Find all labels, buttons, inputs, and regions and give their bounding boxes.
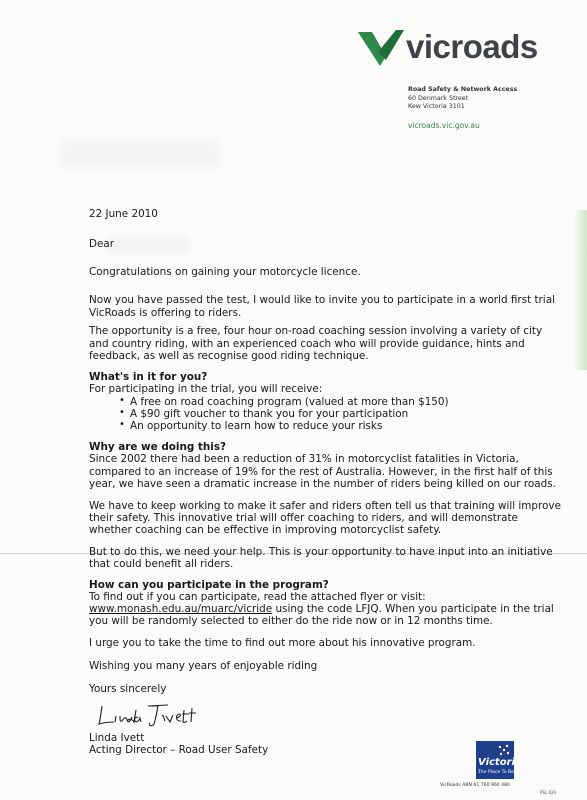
- paragraph-5-line-3: whether coaching can be effective in improving motorcyclist safety.: [89, 524, 442, 536]
- vicroads-wordmark: vicroads: [406, 28, 538, 65]
- redacted-recipient-name: [108, 238, 188, 252]
- bullet-icon: •: [119, 395, 125, 406]
- victoria-wordmark: Victoria: [478, 757, 522, 768]
- paragraph-2-line-2: VicRoads is offering to riders.: [89, 307, 242, 319]
- paragraph-3-line-3: feedback, as well as recognise good riding technique.: [89, 350, 369, 362]
- abn-number: VicRoads ABN 61 760 960 480: [440, 783, 510, 788]
- paragraph-2-line-1: Now you have passed the test, I would like to invite you to participate in a world first trial: [89, 294, 555, 306]
- page-edge-shading: [575, 210, 587, 370]
- heading-whats-in-it: What's in it for you?: [89, 371, 208, 383]
- suburb-address: Kew Victoria 3101: [408, 103, 465, 111]
- website-link[interactable]: vicroads.vic.gov.au: [408, 121, 480, 130]
- paragraph-8: I urge you to take the time to find out more about his innovative program.: [89, 637, 476, 649]
- sender-address: [408, 86, 517, 112]
- paragraph-3-line-2: and country riding, with an experienced coach who will provide guidance, hints and: [89, 338, 525, 350]
- salutation: Dear: [89, 238, 115, 250]
- paragraph-3-line-1: The opportunity is a free, four hour on-road coaching session involving a variety of city: [89, 325, 543, 337]
- paragraph-7-line-1: To find out if you can participate, read the attached flyer or visit:: [89, 591, 426, 603]
- bullet-icon: •: [119, 419, 125, 430]
- paragraph-6-line-2: that could benefit all riders.: [89, 558, 234, 570]
- closing: Yours sincerely: [89, 683, 167, 695]
- paragraph-4-line-1: Since 2002 there had been a reduction of 31% in motorcyclist fatalities in Victoria,: [89, 453, 519, 465]
- vicroads-tick-icon: [356, 26, 406, 70]
- paragraph-7-code-text: using the code LFJQ. When you participate in the trial: [272, 603, 554, 615]
- redacted-recipient-address: [60, 140, 220, 168]
- heading-how: How can you participate in the program?: [89, 579, 329, 591]
- handwritten-signature: [96, 700, 206, 730]
- vicroads-logo: [356, 26, 536, 70]
- benefit-item: A free on road coaching program (valued at more than $150): [130, 396, 449, 408]
- paragraph-7-line-2: [89, 603, 554, 616]
- benefits-intro: For participating in the trial, you will receive:: [89, 383, 323, 395]
- signature-image: [96, 700, 206, 730]
- signer-name: Linda Ivett: [89, 732, 145, 744]
- victoria-tagline: The Place To Be: [478, 770, 514, 775]
- paragraph-5-line-1: We have to keep working to make it safer and riders often tell us that training will improve: [89, 500, 561, 512]
- victoria-logo: [476, 741, 522, 779]
- vicride-link[interactable]: www.monash.edu.au/muarc/vicride: [89, 603, 273, 615]
- form-reference: PSL 02A: [540, 790, 557, 795]
- heading-why: Why are we doing this?: [89, 441, 227, 453]
- star-icon: [497, 744, 511, 756]
- bullet-icon: •: [119, 407, 125, 418]
- signer-title: Acting Director – Road User Safety: [89, 744, 269, 756]
- street-address: 60 Denmark Street: [408, 94, 469, 102]
- paragraph-7-line-3: you will be randomly selected to either do the ride now or in 12 months time.: [89, 615, 493, 627]
- letter-date: 22 June 2010: [89, 208, 158, 220]
- department-name: Road Safety & Network Access: [408, 86, 518, 93]
- benefit-item: A $90 gift voucher to thank you for your participation: [130, 408, 409, 420]
- paragraph-4-line-2: compared to an increase of 19% for the rest of Australia. However, in the first half of this: [89, 466, 553, 478]
- paragraph-4-line-3: year, we have seen a dramatic increase in the number of riders being killed on our roads.: [89, 478, 556, 490]
- paragraph-1: Congratulations on gaining your motorcycle licence.: [89, 266, 361, 278]
- paragraph-5-line-2: their safety. This innovative trial will offer coaching to riders, and will demonstrate: [89, 512, 518, 524]
- benefit-item: An opportunity to learn how to reduce your risks: [130, 420, 383, 432]
- paragraph-9: Wishing you many years of enjoyable riding: [89, 660, 318, 672]
- paragraph-6-line-1: But to do this, we need your help. This is your opportunity to have input into an initiative: [89, 546, 553, 558]
